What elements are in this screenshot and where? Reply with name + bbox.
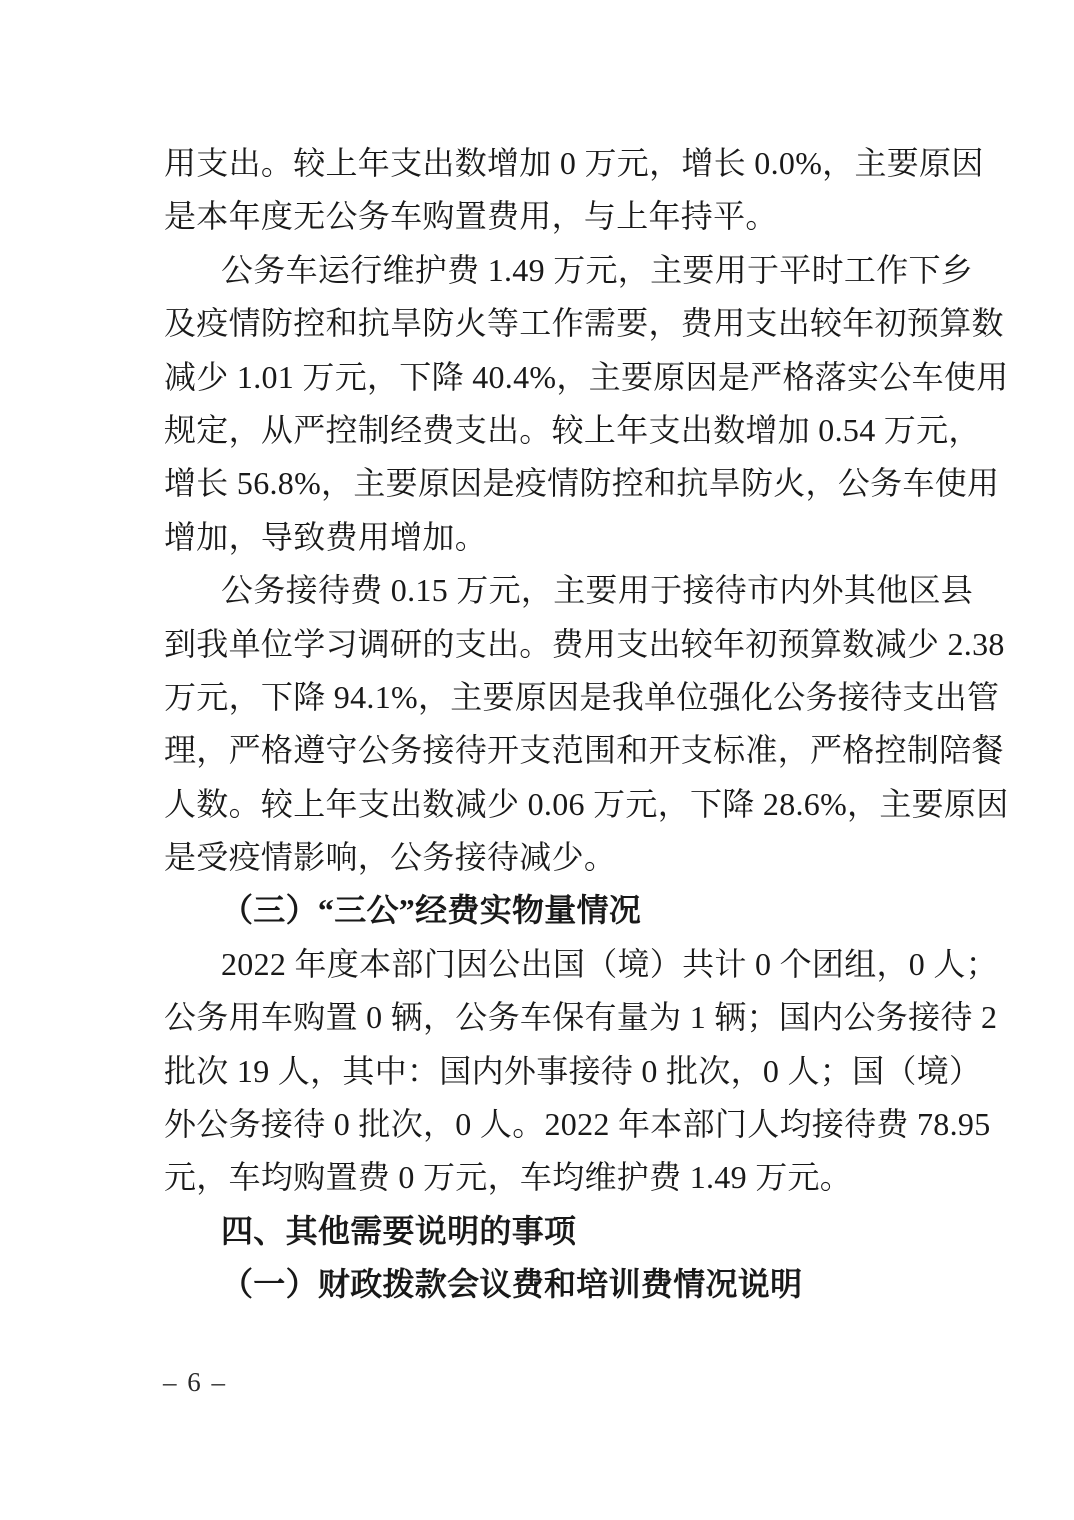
text-line: 万元，下降 94.1%，主要原因是我单位强化公务接待支出管 xyxy=(164,678,1000,715)
subsection-heading-meeting-training-fees xyxy=(164,1258,897,1311)
section-heading-three-public-funds xyxy=(164,884,897,937)
text-line: 批次 19 人，其中：国内外事接待 0 批次，0 人；国（境） xyxy=(164,1052,982,1089)
text-line: 人数。较上年支出数减少 0.06 万元，下降 28.6%，主要原因 xyxy=(164,785,1009,822)
text-line: 到我单位学习调研的支出。费用支出较年初预算数减少 2.38 xyxy=(164,625,1005,662)
text-line: 元，车均购置费 0 万元，车均维护费 1.49 万元。 xyxy=(164,1159,853,1196)
section-heading-other-matters xyxy=(164,1205,897,1258)
text-line: 规定，从严控制经费支出。较上年支出数增加 0.54 万元， xyxy=(164,411,981,448)
text-line: 公务用车购置 0 辆，公务车保有量为 1 辆；国内公务接待 2 xyxy=(164,999,998,1036)
text-line: 减少 1.01 万元，下降 40.4%，主要原因是严格落实公车使用 xyxy=(164,358,1009,395)
document-body xyxy=(164,137,1009,1312)
page-number: – 6 – xyxy=(163,1367,227,1397)
text-line: 是本年度无公务车购置费用，与上年持平。 xyxy=(164,198,778,235)
text-line: 是受疫情影响，公务接待减少。 xyxy=(164,839,617,876)
text-line: 增加，导致费用增加。 xyxy=(164,518,488,555)
paragraph-car-purchase-continued xyxy=(164,137,984,244)
text-line: 外公务接待 0 批次，0 人。2022 年本部门人均接待费 78.95 xyxy=(164,1106,991,1143)
text-line: 及疫情防控和抗旱防火等工作需要，费用支出较年初预算数 xyxy=(164,305,1004,342)
text-line: 2022 年度本部门因公出国（境）共计 0 个团组，0 人； xyxy=(221,945,999,982)
section-heading: 四、其他需要说明的事项 xyxy=(221,1212,577,1249)
text-line: 公务车运行维护费 1.49 万元，主要用于平时工作下乡 xyxy=(221,251,974,288)
text-line: 用支出。较上年支出数增加 0 万元，增长 0.0%，主要原因 xyxy=(164,145,984,181)
paragraph-physical-quantity xyxy=(164,938,999,1205)
section-heading: （三）“三公”经费实物量情况 xyxy=(221,892,642,929)
subsection-heading: （一）财政拨款会议费和培训费情况说明 xyxy=(221,1266,803,1303)
text-line: 理，严格遵守公务接待开支范围和开支标准，严格控制陪餐 xyxy=(164,732,1004,769)
paragraph-official-reception xyxy=(164,564,1009,884)
text-line: 公务接待费 0.15 万元，主要用于接待市内外其他区县 xyxy=(221,572,974,609)
paragraph-car-operation-maintenance xyxy=(164,244,1009,564)
text-line: 增长 56.8%，主要原因是疫情防控和抗旱防火，公务车使用 xyxy=(164,465,1000,502)
